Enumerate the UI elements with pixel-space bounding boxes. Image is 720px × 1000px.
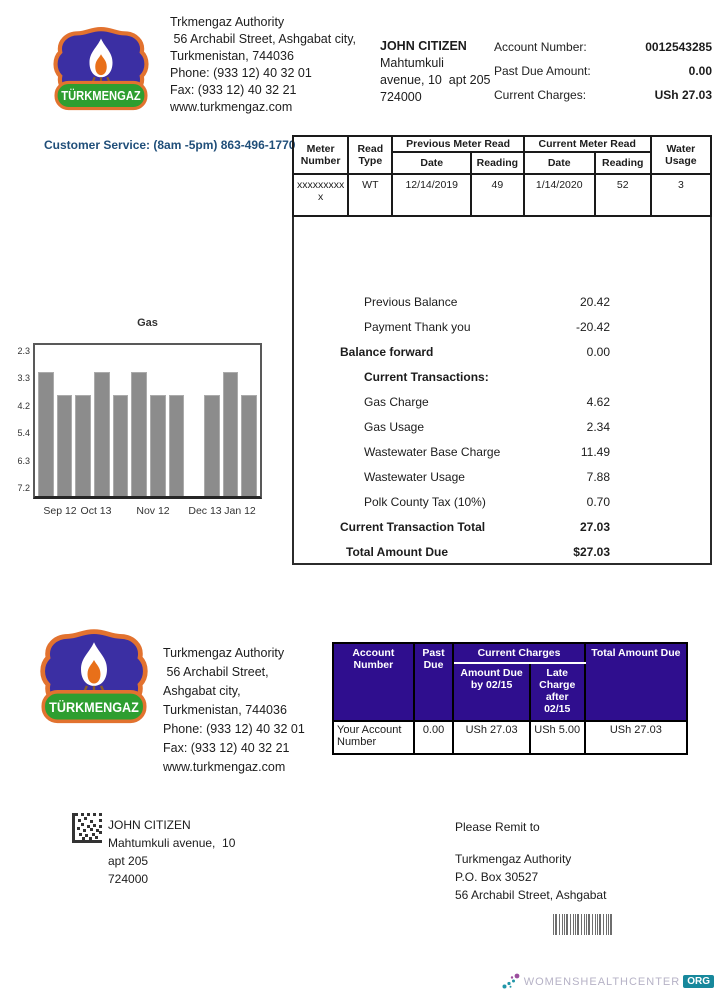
gas-bar — [38, 372, 54, 496]
watermark-org-badge: ORG — [683, 975, 714, 988]
chart-y-axis — [6, 346, 30, 493]
watermark-dots-icon — [501, 973, 521, 990]
stub-late-charge-cell: USh 5.00 — [530, 721, 585, 754]
turkmengaz-logo-icon — [48, 26, 154, 118]
transaction-label: Balance forward — [340, 344, 434, 359]
transaction-row — [338, 414, 610, 439]
transaction-value: -20.42 — [575, 319, 610, 334]
gas-bar — [204, 395, 220, 496]
stub-past-due-header: Past Due — [414, 643, 454, 721]
stub-total-due-header: Total Amount Due — [585, 643, 687, 721]
transaction-value: 11.49 — [580, 444, 610, 459]
total-amount-due-row — [338, 539, 610, 564]
past-due-label: Past Due Amount: — [494, 64, 591, 78]
read-type-header: Read Type — [348, 136, 392, 174]
stub-account-number-cell: Your Account Number — [333, 721, 414, 754]
account-summary — [494, 40, 712, 112]
company-logo-top — [48, 26, 154, 123]
gas-bar — [57, 395, 73, 496]
company-name: Trkmengaz Authority — [170, 15, 285, 29]
transaction-value: $27.03 — [573, 544, 610, 559]
remit-to-title: Please Remit to — [455, 820, 540, 834]
company-phone: Phone: (933 12) 40 32 01 — [163, 722, 305, 736]
current-charges-value: USh 27.03 — [654, 88, 712, 102]
current-charges-row — [494, 88, 712, 102]
transaction-row — [338, 339, 610, 364]
transaction-label: Current Transaction Total — [340, 519, 486, 534]
transaction-label: Previous Balance — [364, 294, 458, 309]
chart-title: Gas — [137, 317, 158, 329]
mailing-name: JOHN CITIZEN — [108, 818, 191, 832]
current-charges-label: Current Charges: — [494, 88, 587, 102]
customer-service-line: Customer Service: (8am -5pm) 863-496-1770 — [44, 138, 296, 152]
mailing-street: Mahtumkuli avenue, 10 — [108, 836, 236, 850]
previous-date-cell: 12/14/2019 — [392, 174, 471, 216]
water-usage-cell: 3 — [651, 174, 711, 216]
recipient-street: Mahtumkuli — [380, 56, 444, 70]
x-tick: Sep 12 — [43, 505, 77, 517]
stub-data-row — [333, 721, 687, 754]
meter-read-table — [292, 135, 712, 217]
transactions-list — [338, 289, 610, 564]
x-tick: Nov 12 — [136, 505, 170, 517]
barcode-icon — [553, 914, 613, 935]
meter-number-header: Meter Number — [293, 136, 348, 174]
transaction-row — [338, 439, 610, 464]
transaction-label: Wastewater Usage — [364, 469, 465, 484]
current-date-header: Date — [524, 152, 595, 174]
current-date-cell: 1/14/2020 — [524, 174, 595, 216]
company-phone: Phone: (933 12) 40 32 01 — [170, 66, 312, 80]
y-tick: 4.2 — [17, 400, 30, 411]
site-watermark — [501, 973, 714, 990]
past-due-value: 0.00 — [688, 64, 712, 78]
recipient-name: JOHN CITIZEN — [380, 39, 467, 53]
chart-x-axis — [33, 505, 262, 519]
gas-bar — [223, 372, 239, 496]
stub-amount-due-by-header: Amount Due by 02/15 — [453, 663, 529, 721]
company-fax: Fax: (933 12) 40 32 21 — [163, 741, 290, 755]
company-address-top — [170, 14, 385, 116]
mailing-zip: 724000 — [108, 872, 149, 886]
meter-read-row — [293, 174, 711, 216]
transaction-value: 0.70 — [586, 494, 610, 509]
remit-company: Turkmengaz Authority — [455, 852, 572, 866]
transaction-value: 4.62 — [586, 394, 610, 409]
stub-past-due-cell: 0.00 — [414, 721, 454, 754]
chart-bars — [38, 345, 257, 496]
transaction-label: Payment Thank you — [364, 319, 471, 334]
x-tick: Dec 13 — [188, 505, 222, 517]
transaction-row — [338, 289, 610, 314]
company-street: 56 Archabil Street, — [163, 665, 269, 679]
transaction-total-row — [338, 514, 610, 539]
gas-bar — [75, 395, 91, 496]
watermark-text: WOMENSHEALTHCENTER — [523, 975, 681, 988]
transaction-value: 27.03 — [579, 519, 610, 534]
billing-detail-box — [292, 135, 712, 565]
read-type-cell: WT — [348, 174, 392, 216]
past-due-row — [494, 64, 712, 78]
y-tick: 5.4 — [17, 428, 30, 439]
previous-reading-header: Reading — [471, 152, 524, 174]
previous-date-header: Date — [392, 152, 471, 174]
transaction-label: Gas Usage — [364, 419, 425, 434]
gas-bar — [150, 395, 166, 496]
transaction-row — [338, 314, 610, 339]
x-tick: Oct 13 — [80, 505, 112, 517]
transaction-row — [338, 489, 610, 514]
company-country: Turkmenistan, 744036 — [170, 49, 294, 63]
transaction-label: Polk County Tax (10%) — [364, 494, 486, 509]
stub-current-charges-header: Current Charges — [453, 643, 584, 663]
company-country: Turkmenistan, 744036 — [163, 703, 287, 717]
gas-usage-chart — [33, 343, 262, 499]
mailing-apt: apt 205 — [108, 854, 149, 868]
previous-reading-cell: 49 — [471, 174, 524, 216]
transaction-label: Wastewater Base Charge — [364, 444, 501, 459]
y-tick: 6.3 — [17, 455, 30, 466]
transaction-row — [338, 389, 610, 414]
company-logo-bottom — [35, 628, 153, 737]
transaction-label: Gas Charge — [364, 394, 429, 409]
remit-stub-table — [332, 642, 688, 755]
recipient-apt: avenue, 10 apt 205 — [380, 73, 491, 87]
meter-number-cell: xxxxxxxxx x — [293, 174, 348, 216]
water-usage-header: Water Usage — [651, 136, 711, 174]
logo-banner-text: TÜRKMENGAZ — [61, 89, 151, 104]
current-reading-cell: 52 — [595, 174, 651, 216]
transaction-row — [338, 464, 610, 489]
y-tick: 2.3 — [17, 346, 30, 356]
gas-bar — [131, 372, 147, 496]
account-number-row — [494, 40, 712, 54]
current-meter-read-header: Current Meter Read — [524, 136, 651, 152]
transaction-label: Total Amount Due — [346, 544, 448, 559]
transaction-value: 7.88 — [586, 469, 610, 484]
company-city: Ashgabat city, — [163, 684, 241, 698]
datamatrix-code-icon — [72, 813, 102, 848]
remit-po-box: P.O. Box 30527 — [455, 870, 539, 884]
transaction-row — [338, 364, 610, 389]
company-website: www.turkmengaz.com — [163, 760, 286, 774]
previous-meter-read-header: Previous Meter Read — [392, 136, 523, 152]
gas-bar — [113, 395, 129, 496]
company-name: Turkmengaz Authority — [163, 646, 285, 660]
y-tick: 7.2 — [17, 482, 30, 493]
x-tick: Jan 12 — [224, 505, 256, 517]
gas-bar — [241, 395, 257, 496]
mailing-address-block — [108, 816, 318, 888]
company-fax: Fax: (933 12) 40 32 21 — [170, 83, 297, 97]
transaction-value: 2.34 — [586, 419, 610, 434]
remit-street: 56 Archabil Street, Ashgabat — [455, 888, 607, 902]
recipient-block-top — [380, 38, 498, 106]
company-address-bottom — [163, 644, 338, 777]
stub-total-due-cell: USh 27.03 — [585, 721, 687, 754]
stub-late-charge-header: Late Charge after 02/15 — [530, 663, 585, 721]
current-reading-header: Reading — [595, 152, 651, 174]
stub-account-number-header: Account Number — [333, 643, 414, 721]
company-website: www.turkmengaz.com — [170, 100, 293, 114]
gas-bar — [169, 395, 185, 496]
y-tick: 3.3 — [17, 373, 30, 384]
account-number-value: 0012543285 — [645, 40, 712, 54]
transaction-label: Current Transactions: — [364, 369, 489, 384]
gas-bar-gap — [187, 345, 201, 496]
logo-banner-text: TÜRKMENGAZ — [49, 699, 150, 716]
account-number-label: Account Number: — [494, 40, 587, 54]
remit-to-address — [455, 850, 675, 904]
transaction-value: 0.00 — [586, 344, 610, 359]
gas-bar — [94, 372, 110, 496]
stub-amount-due-cell: USh 27.03 — [453, 721, 529, 754]
recipient-zip: 724000 — [380, 90, 422, 104]
company-street: 56 Archabil Street, Ashgabat city, — [170, 32, 356, 46]
turkmengaz-logo-icon — [35, 628, 153, 732]
transaction-value: 20.42 — [579, 294, 610, 309]
